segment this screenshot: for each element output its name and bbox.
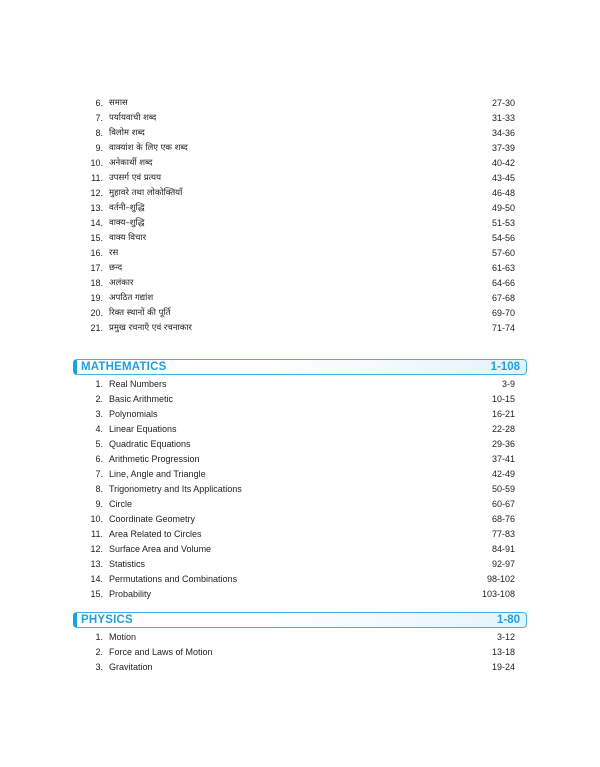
list-item — [73, 542, 527, 557]
item-title: Gravitation — [109, 662, 153, 672]
item-pages: 43-45 — [491, 173, 515, 183]
list-item — [73, 407, 527, 422]
item-pages: 68-76 — [491, 514, 515, 524]
list-item — [73, 141, 527, 156]
list-item — [73, 156, 527, 171]
item-number: 14. — [90, 574, 103, 584]
item-title: वाक्यांश के लिए एक शब्द — [109, 143, 188, 153]
item-pages: 42-49 — [491, 469, 515, 479]
list-item — [73, 645, 527, 660]
list-item — [73, 231, 527, 246]
item-pages: 49-50 — [491, 203, 515, 213]
item-number: 14. — [90, 218, 103, 228]
list-item — [73, 111, 527, 126]
item-title: Arithmetic Progression — [109, 454, 200, 464]
item-title: रिक्त स्थानों की पूर्ति — [109, 308, 171, 318]
section-page-range: 1-80 — [496, 614, 520, 626]
section-title: MATHEMATICS — [81, 361, 167, 373]
item-title: Basic Arithmetic — [109, 394, 174, 404]
item-pages: 37-39 — [491, 143, 515, 153]
item-title: वर्तनी–शुद्धि — [109, 203, 145, 213]
item-pages: 40-42 — [491, 158, 515, 168]
item-number: 16. — [90, 248, 103, 258]
list-item — [73, 276, 527, 291]
list-item — [73, 126, 527, 141]
item-number: 8. — [95, 484, 103, 494]
item-number: 5. — [95, 439, 103, 449]
item-number: 8. — [95, 128, 103, 138]
item-pages: 98-102 — [486, 574, 515, 584]
item-pages: 46-48 — [491, 188, 515, 198]
item-pages: 54-56 — [491, 233, 515, 243]
item-number: 1. — [95, 379, 103, 389]
item-pages: 69-70 — [491, 308, 515, 318]
list-item — [73, 467, 527, 482]
item-pages: 64-66 — [491, 278, 515, 288]
item-number: 15. — [90, 589, 103, 599]
list-item — [73, 452, 527, 467]
item-title: रस — [109, 248, 119, 258]
item-pages: 27-30 — [491, 98, 515, 108]
list-item — [73, 630, 527, 645]
item-pages: 37-41 — [491, 454, 515, 464]
item-number: 9. — [95, 499, 103, 509]
item-pages: 34-36 — [491, 128, 515, 138]
item-number: 9. — [95, 143, 103, 153]
item-number: 20. — [90, 308, 103, 318]
item-pages: 77-83 — [491, 529, 515, 539]
list-item — [73, 216, 527, 231]
item-title: Motion — [109, 632, 137, 642]
item-title: Permutations and Combinations — [109, 574, 238, 584]
item-number: 7. — [95, 113, 103, 123]
item-number: 12. — [90, 544, 103, 554]
list-item — [73, 437, 527, 452]
list-item — [73, 527, 527, 542]
list-item — [73, 572, 527, 587]
list-item — [73, 291, 527, 306]
item-title: अनेकार्थी शब्द — [109, 158, 153, 168]
item-number: 13. — [90, 559, 103, 569]
item-number: 2. — [95, 394, 103, 404]
item-pages: 57-60 — [491, 248, 515, 258]
item-number: 19. — [90, 293, 103, 303]
item-number: 10. — [90, 514, 103, 524]
list-item — [73, 246, 527, 261]
item-title: छन्द — [109, 263, 123, 273]
item-title: Coordinate Geometry — [109, 514, 196, 524]
section-page-range: 1-108 — [490, 361, 520, 373]
list-item — [73, 96, 527, 111]
item-pages: 31-33 — [491, 113, 515, 123]
item-number: 3. — [95, 409, 103, 419]
list-item — [73, 186, 527, 201]
item-title: अपठित गद्यांश — [109, 293, 154, 303]
item-number: 17. — [90, 263, 103, 273]
item-pages: 103-108 — [481, 589, 515, 599]
item-title: Quadratic Equations — [109, 439, 191, 449]
physics-section-header — [73, 612, 527, 628]
item-title: Probability — [109, 589, 152, 599]
item-title: उपसर्ग एवं प्रत्यय — [109, 173, 162, 183]
item-title: विलोम शब्द — [109, 128, 145, 138]
hindi-contents-list — [73, 96, 527, 336]
item-title: पर्यायवाची शब्द — [109, 113, 157, 123]
list-item — [73, 512, 527, 527]
item-pages: 51-53 — [491, 218, 515, 228]
list-item — [73, 422, 527, 437]
item-number: 21. — [90, 323, 103, 333]
item-pages: 22-28 — [491, 424, 515, 434]
item-title: Trigonometry and Its Applications — [109, 484, 242, 494]
item-number: 12. — [90, 188, 103, 198]
list-item — [73, 587, 527, 602]
item-pages: 19-24 — [491, 662, 515, 672]
item-number: 6. — [95, 454, 103, 464]
item-number: 1. — [95, 632, 103, 642]
item-pages: 16-21 — [491, 409, 515, 419]
list-item — [73, 392, 527, 407]
item-title: Surface Area and Volume — [109, 544, 212, 554]
item-title: वाक्य विचार — [109, 233, 147, 243]
item-number: 13. — [90, 203, 103, 213]
item-pages: 61-63 — [491, 263, 515, 273]
item-pages: 13-18 — [491, 647, 515, 657]
item-title: Force and Laws of Motion — [109, 647, 213, 657]
item-title: मुहावरे तथा लोकोक्तियाँ — [109, 188, 183, 198]
item-number: 4. — [95, 424, 103, 434]
item-pages: 84-91 — [491, 544, 515, 554]
item-title: वाक्य–शुद्धि — [109, 218, 145, 228]
list-item — [73, 497, 527, 512]
item-title: समास — [109, 98, 128, 108]
item-pages: 10-15 — [491, 394, 515, 404]
list-item — [73, 321, 527, 336]
item-title: Line, Angle and Triangle — [109, 469, 206, 479]
item-number: 11. — [91, 529, 103, 539]
item-title: अलंकार — [109, 278, 134, 288]
list-item — [73, 261, 527, 276]
item-title: प्रमुख रचनाएँ एवं रचनाकार — [109, 323, 192, 333]
item-pages: 3-12 — [496, 632, 515, 642]
item-pages: 60-67 — [491, 499, 515, 509]
list-item — [73, 482, 527, 497]
item-pages: 50-59 — [491, 484, 515, 494]
item-title: Polynomials — [109, 409, 158, 419]
item-number: 15. — [90, 233, 103, 243]
list-item — [73, 201, 527, 216]
item-number: 18. — [90, 278, 103, 288]
item-pages: 3-9 — [501, 379, 515, 389]
item-title: Linear Equations — [109, 424, 177, 434]
item-title: Area Related to Circles — [109, 529, 202, 539]
list-item — [73, 377, 527, 392]
item-number: 2. — [95, 647, 103, 657]
item-number: 11. — [91, 173, 103, 183]
mathematics-section-header — [73, 359, 527, 375]
section-title: PHYSICS — [81, 614, 133, 626]
list-item — [73, 557, 527, 572]
item-pages: 71-74 — [491, 323, 515, 333]
item-pages: 92-97 — [491, 559, 515, 569]
item-pages: 67-68 — [491, 293, 515, 303]
item-title: Real Numbers — [109, 379, 167, 389]
list-item — [73, 660, 527, 675]
item-pages: 29-36 — [491, 439, 515, 449]
list-item — [73, 306, 527, 321]
mathematics-contents-list — [73, 377, 527, 602]
item-number: 6. — [95, 98, 103, 108]
item-number: 7. — [95, 469, 103, 479]
item-number: 10. — [90, 158, 103, 168]
item-title: Circle — [109, 499, 133, 509]
physics-contents-list — [73, 630, 527, 675]
item-title: Statistics — [109, 559, 146, 569]
item-number: 3. — [95, 662, 103, 672]
list-item — [73, 171, 527, 186]
